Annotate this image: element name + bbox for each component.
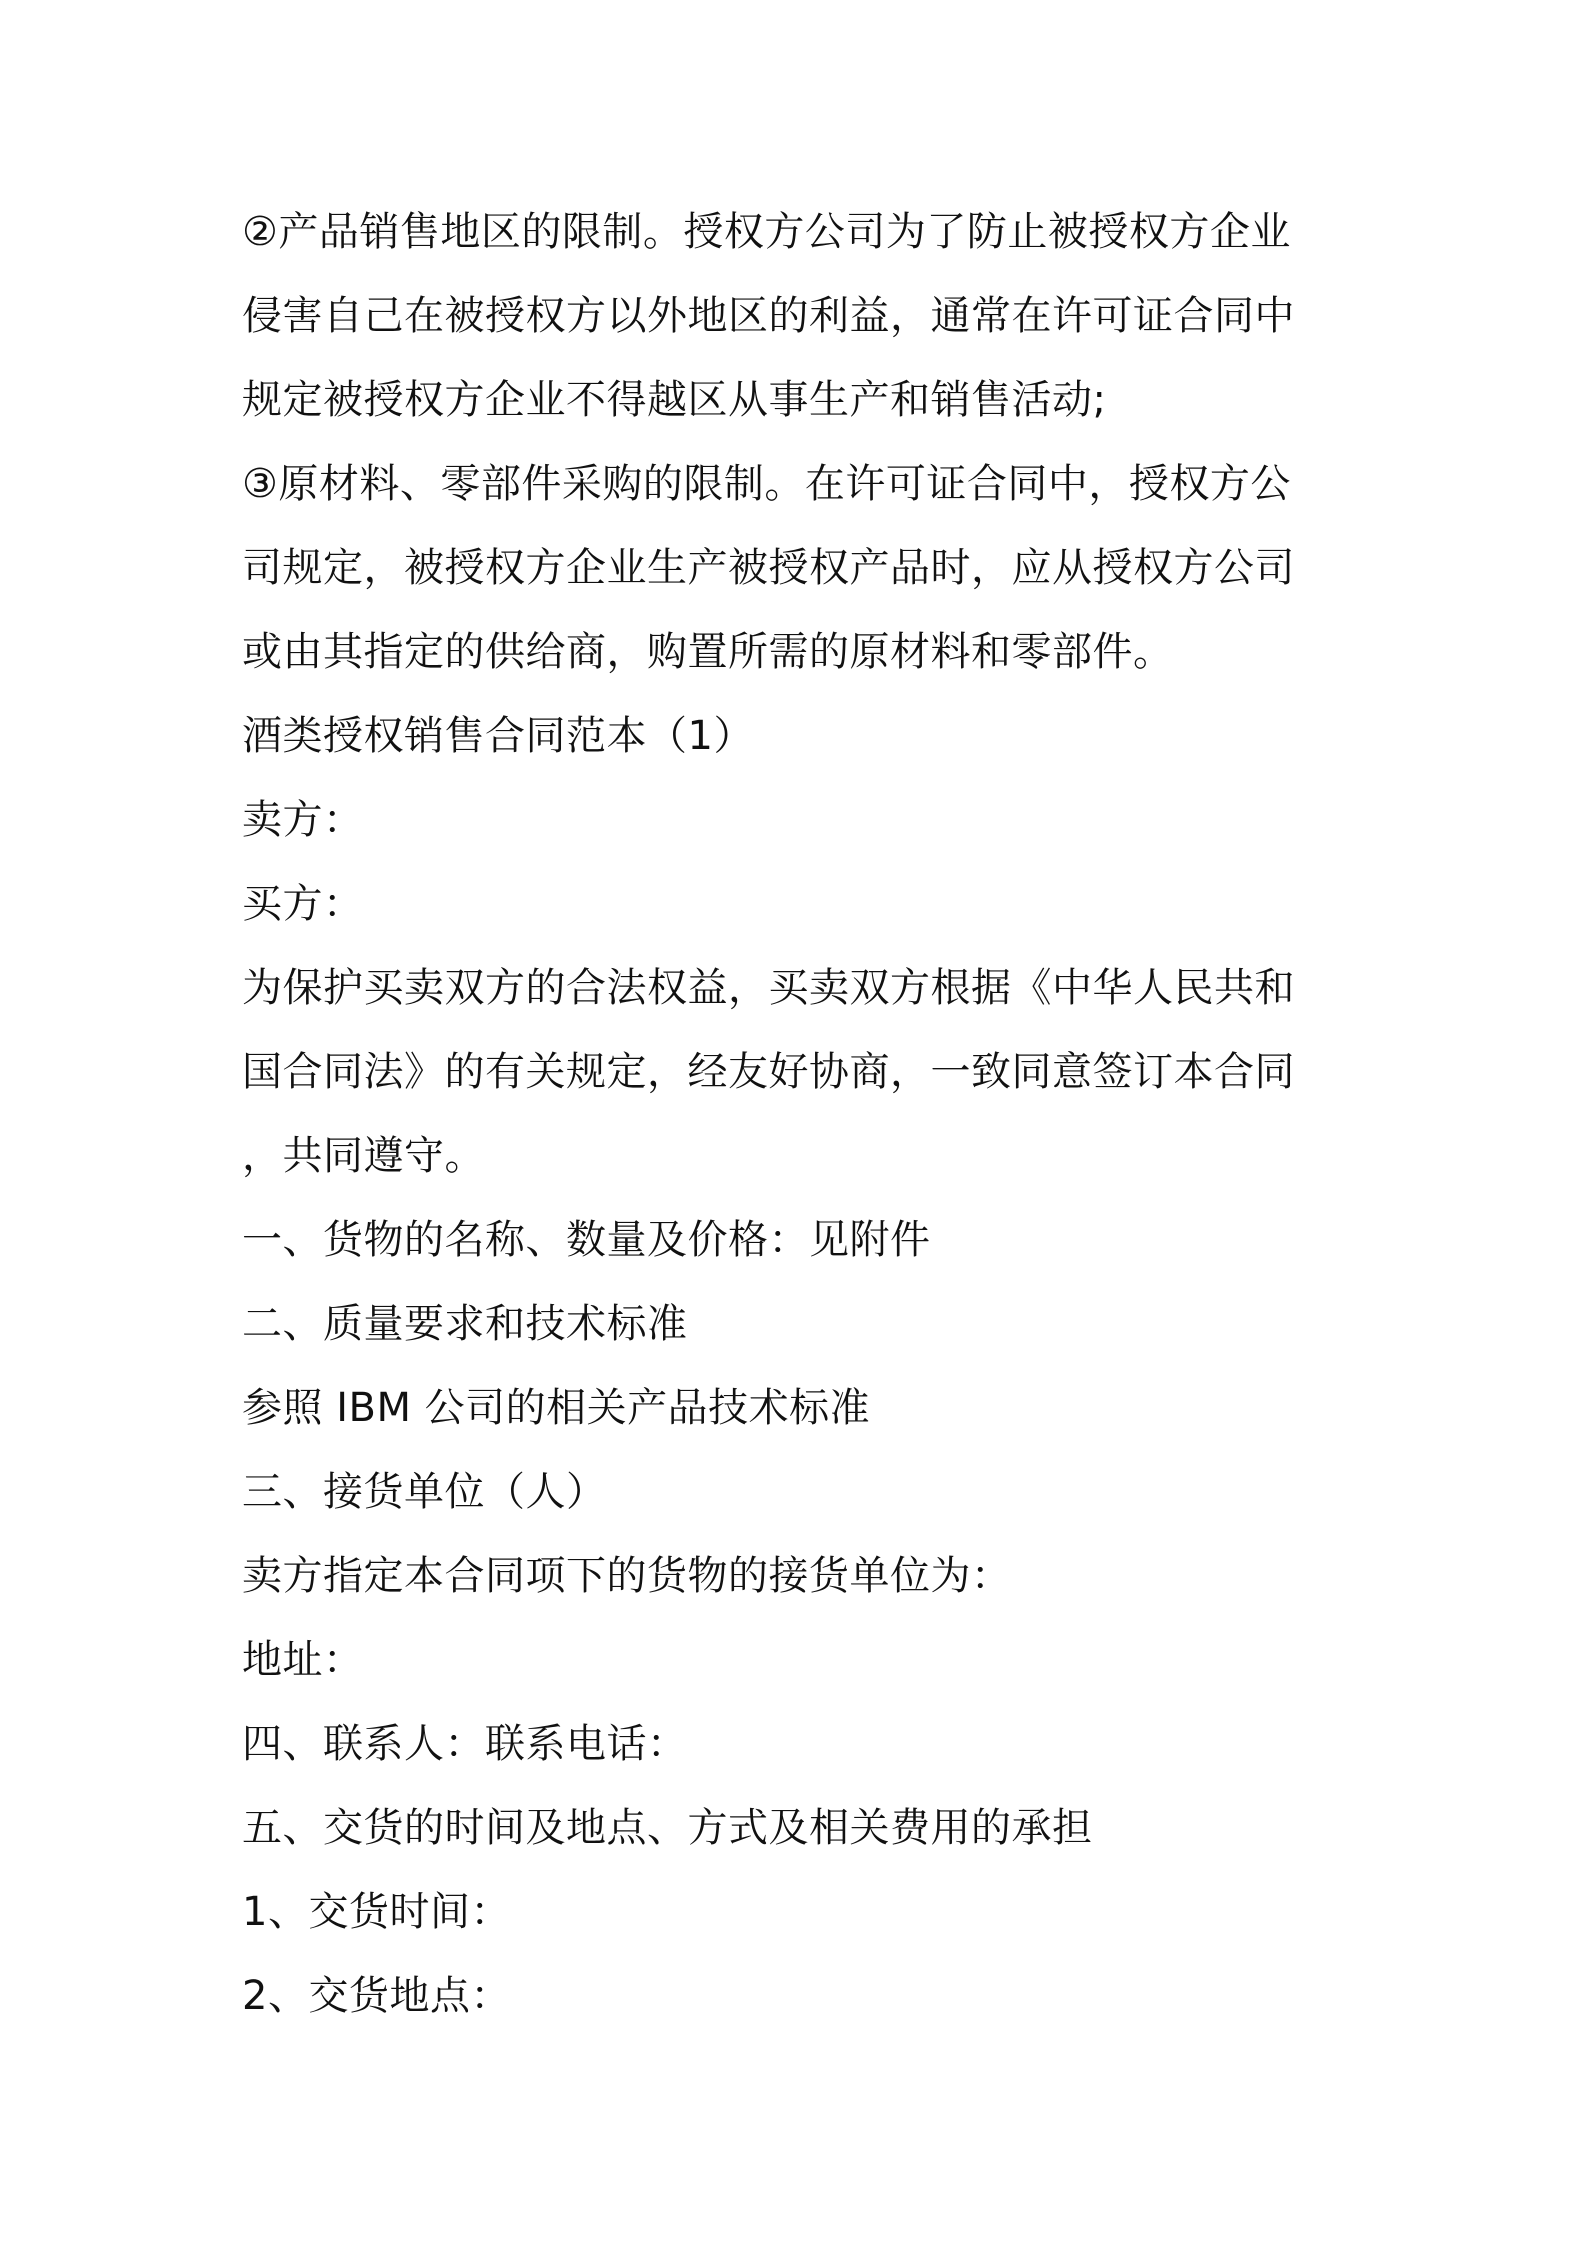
section-heading: 四、联系人：联系电话： — [242, 1721, 688, 1767]
section-heading: 一、货物的名称、数量及价格：见附件 — [242, 1217, 931, 1263]
text-line: ，共同遵守。 — [242, 1133, 485, 1179]
text-line: 卖方指定本合同项下的货物的接货单位为： — [242, 1553, 1012, 1599]
seller-field: 卖方： — [242, 797, 364, 843]
list-item: 1、交货时间： — [242, 1889, 511, 1935]
document-body — [242, 190, 1362, 2038]
text-line: 司规定，被授权方企业生产被授权产品时，应从授权方公司 — [242, 545, 1295, 591]
buyer-field: 买方： — [242, 881, 364, 927]
text-line: 规定被授权方企业不得越区从事生产和销售活动; — [242, 377, 1107, 423]
text-line: ③原材料、零部件采购的限制。在许可证合同中，授权方公 — [242, 461, 1291, 507]
text-line: ②产品销售地区的限制。授权方公司为了防止被授权方企业 — [242, 209, 1291, 255]
section-heading: 五、交货的时间及地点、方式及相关费用的承担 — [242, 1805, 1093, 1851]
text-line: 或由其指定的供给商，购置所需的原材料和零部件。 — [242, 629, 1174, 675]
address-field: 地址： — [242, 1637, 364, 1683]
text-line: 为保护买卖双方的合法权益，买卖双方根据《中华人民共和 — [242, 965, 1295, 1011]
section-heading: 二、质量要求和技术标准 — [242, 1301, 688, 1347]
text-line: 国合同法》的有关规定，经友好协商，一致同意签订本合同 — [242, 1049, 1295, 1095]
text-line: 侵害自己在被授权方以外地区的利益，通常在许可证合同中 — [242, 293, 1295, 339]
section-heading: 三、接货单位（人） — [242, 1469, 607, 1515]
text-line: 参照 IBM 公司的相关产品技术标准 — [242, 1385, 871, 1431]
list-item: 2、交货地点： — [242, 1973, 511, 2019]
contract-title: 酒类授权销售合同范本（1） — [242, 713, 754, 759]
